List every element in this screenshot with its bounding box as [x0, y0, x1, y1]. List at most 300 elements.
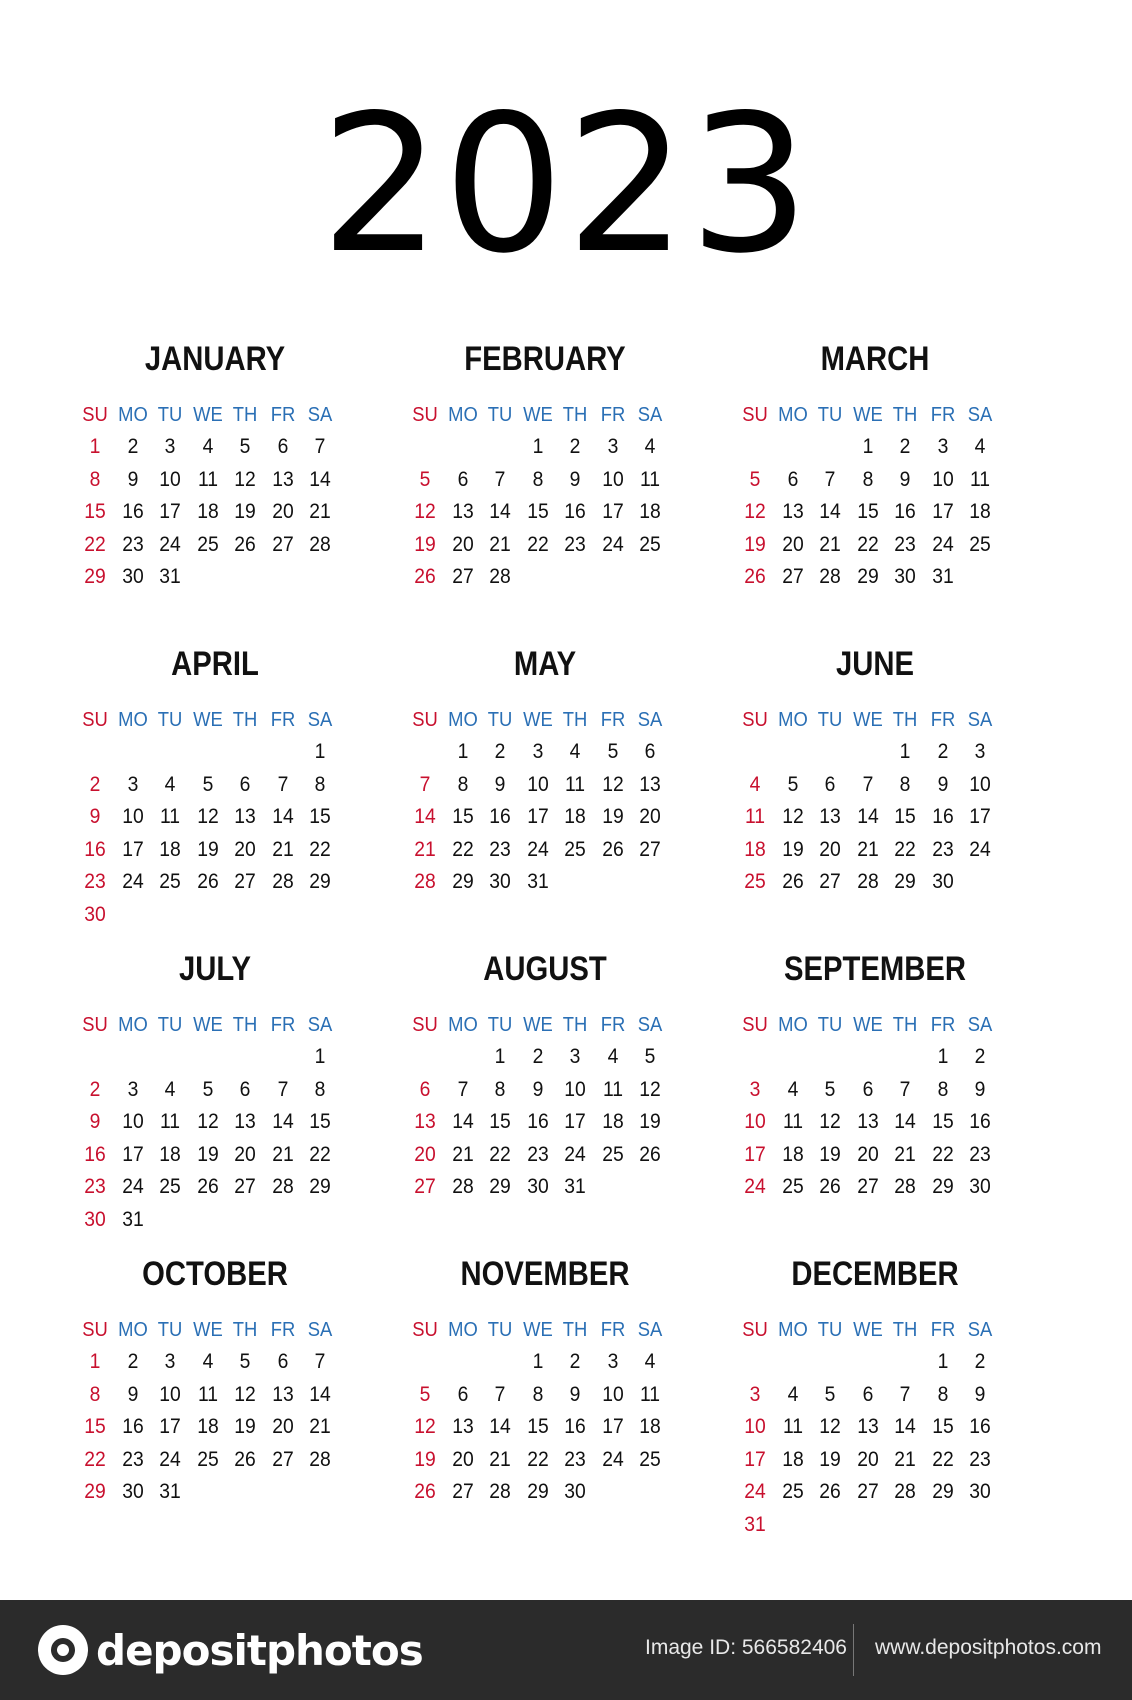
- date-cell: 4: [787, 1382, 798, 1406]
- date-cell: 4: [164, 1077, 176, 1101]
- weekday-header-tu: TU: [157, 404, 183, 426]
- weekday-header-th: TH: [232, 1319, 258, 1341]
- date-cell: 26: [819, 1175, 841, 1198]
- date-cell: 13: [639, 772, 661, 796]
- date-cell: 26: [744, 565, 766, 588]
- date-cell: 25: [601, 1142, 624, 1166]
- date-cell: 23: [564, 1447, 586, 1471]
- weekday-header-fr: FR: [270, 404, 295, 426]
- date-cell: 19: [234, 1415, 256, 1438]
- weekday-header-su: SU: [742, 404, 768, 426]
- date-cell: 26: [414, 1480, 436, 1503]
- date-cell: 23: [84, 870, 106, 893]
- date-cell: 14: [451, 1110, 474, 1133]
- date-cell: 22: [309, 837, 331, 861]
- date-cell: 5: [419, 467, 431, 491]
- date-cell: 7: [277, 1077, 288, 1101]
- date-cell: 27: [234, 870, 256, 893]
- date-cell: 8: [532, 1382, 543, 1406]
- date-cell: 18: [564, 805, 586, 828]
- date-cell: 17: [159, 500, 181, 523]
- date-cell: 28: [489, 1480, 511, 1503]
- date-cell: 29: [309, 870, 331, 893]
- month-name: AUGUST: [483, 950, 607, 988]
- date-cell: 1: [457, 740, 468, 763]
- date-cell: 25: [969, 532, 991, 556]
- weekday-header-we: WE: [192, 709, 223, 731]
- date-cell: 3: [937, 435, 948, 458]
- date-cell: 30: [969, 1175, 991, 1198]
- date-cell: 12: [414, 1415, 436, 1438]
- date-cell: 13: [819, 805, 841, 828]
- date-cell: 18: [601, 1110, 624, 1133]
- date-cell: 18: [744, 837, 766, 861]
- date-cell: 21: [271, 1142, 294, 1166]
- date-cell: 2: [569, 435, 581, 458]
- date-cell: 7: [899, 1077, 911, 1101]
- date-cell: 3: [607, 1350, 618, 1373]
- date-cell: 11: [159, 1110, 181, 1133]
- date-cell: 22: [489, 1142, 511, 1166]
- date-cell: 29: [931, 1175, 954, 1198]
- date-cell: 5: [202, 772, 213, 796]
- month-name: OCTOBER: [142, 1255, 288, 1293]
- weekday-header-tu: TU: [817, 1319, 843, 1341]
- date-cell: 22: [931, 1447, 954, 1471]
- weekday-header-su: SU: [742, 1014, 768, 1036]
- date-cell: 5: [824, 1382, 836, 1406]
- date-cell: 9: [494, 772, 506, 796]
- date-cell: 8: [89, 467, 101, 491]
- date-cell: 8: [532, 467, 543, 491]
- date-cell: 15: [526, 500, 549, 523]
- weekday-header-sa: SA: [307, 709, 333, 731]
- month-name: APRIL: [171, 645, 259, 683]
- weekday-header-tu: TU: [487, 404, 513, 426]
- date-cell: 9: [569, 1382, 581, 1406]
- date-cell: 2: [569, 1350, 581, 1373]
- date-cell: 21: [894, 1142, 916, 1166]
- date-cell: 21: [856, 837, 879, 861]
- date-cell: 11: [159, 805, 181, 828]
- date-cell: 12: [234, 1382, 256, 1406]
- date-cell: 13: [781, 500, 804, 523]
- date-cell: 2: [974, 1350, 986, 1373]
- date-cell: 5: [202, 1077, 213, 1101]
- weekday-header-tu: TU: [487, 1319, 513, 1341]
- date-cell: 20: [819, 837, 841, 861]
- year-title: 2023: [320, 74, 812, 295]
- weekday-header-sa: SA: [307, 1014, 333, 1036]
- date-cell: 10: [526, 772, 549, 796]
- weekday-header-we: WE: [852, 404, 883, 426]
- month-name: JULY: [178, 950, 252, 988]
- date-cell: 12: [196, 805, 219, 828]
- date-cell: 19: [819, 1447, 841, 1471]
- date-cell: 8: [314, 772, 326, 796]
- date-cell: 29: [856, 565, 879, 588]
- date-cell: 21: [309, 500, 331, 523]
- month-name: JANUARY: [144, 340, 286, 378]
- date-cell: 22: [451, 837, 474, 861]
- date-cell: 28: [271, 1175, 294, 1198]
- date-cell: 3: [532, 740, 543, 763]
- date-cell: 30: [931, 870, 954, 893]
- image-id: Image ID: 566582406: [645, 1636, 847, 1659]
- date-cell: 4: [974, 435, 986, 458]
- date-cell: 1: [89, 435, 101, 458]
- date-cell: 27: [781, 565, 804, 588]
- date-cell: 14: [271, 1110, 294, 1133]
- date-cell: 1: [937, 1045, 948, 1068]
- date-cell: 6: [824, 772, 836, 796]
- date-cell: 21: [309, 1415, 331, 1438]
- date-cell: 13: [271, 467, 294, 491]
- weekday-header-sa: SA: [637, 709, 663, 731]
- date-cell: 25: [564, 837, 586, 861]
- date-cell: 13: [451, 1415, 474, 1438]
- date-cell: 4: [202, 1350, 213, 1373]
- date-cell: 23: [84, 1175, 106, 1198]
- date-cell: 16: [564, 1415, 586, 1438]
- weekday-header-mo: MO: [117, 709, 148, 731]
- date-cell: 14: [271, 805, 294, 828]
- camera-aperture-icon: [38, 1625, 88, 1675]
- date-cell: 8: [314, 1077, 326, 1101]
- date-cell: 24: [121, 1175, 144, 1198]
- date-cell: 1: [532, 1350, 543, 1373]
- date-cell: 30: [121, 565, 144, 588]
- date-cell: 10: [121, 1110, 144, 1133]
- weekday-header-tu: TU: [487, 1014, 513, 1036]
- date-cell: 2: [127, 1350, 138, 1373]
- date-cell: 8: [899, 772, 911, 796]
- weekday-header-su: SU: [82, 404, 108, 426]
- date-cell: 17: [744, 1142, 766, 1166]
- date-cell: 11: [969, 467, 991, 491]
- date-cell: 31: [744, 1512, 766, 1536]
- date-cell: 15: [894, 805, 916, 828]
- weekday-header-sa: SA: [637, 404, 663, 426]
- date-cell: 10: [159, 1382, 181, 1406]
- date-cell: 22: [931, 1142, 954, 1166]
- date-cell: 30: [969, 1480, 991, 1503]
- date-cell: 28: [271, 870, 294, 893]
- month-name: NOVEMBER: [460, 1255, 630, 1293]
- date-cell: 30: [489, 870, 511, 893]
- date-cell: 12: [414, 500, 436, 523]
- date-cell: 15: [931, 1415, 954, 1438]
- date-cell: 16: [894, 500, 916, 523]
- date-cell: 20: [451, 532, 474, 556]
- date-cell: 26: [234, 532, 256, 556]
- date-cell: 18: [196, 1415, 219, 1438]
- date-cell: 15: [309, 1110, 331, 1133]
- date-cell: 5: [607, 740, 618, 763]
- date-cell: 26: [196, 870, 219, 893]
- date-cell: 10: [601, 1382, 624, 1406]
- date-cell: 3: [569, 1045, 581, 1068]
- date-cell: 19: [234, 500, 256, 523]
- date-cell: 6: [787, 467, 798, 491]
- date-cell: 23: [969, 1142, 991, 1166]
- date-cell: 16: [489, 805, 511, 828]
- date-cell: 7: [899, 1382, 911, 1406]
- site-url: www.depositphotos.com: [875, 1636, 1102, 1659]
- date-cell: 20: [781, 532, 804, 556]
- date-cell: 18: [159, 1142, 181, 1166]
- weekday-header-sa: SA: [637, 1014, 663, 1036]
- date-cell: 4: [644, 435, 656, 458]
- date-cell: 13: [271, 1382, 294, 1406]
- weekday-header-tu: TU: [817, 1014, 843, 1036]
- date-cell: 23: [489, 837, 511, 861]
- date-cell: 20: [234, 1142, 256, 1166]
- date-cell: 21: [489, 1447, 511, 1471]
- date-cell: 9: [569, 467, 581, 491]
- date-cell: 29: [84, 1480, 106, 1503]
- month-name: DECEMBER: [791, 1255, 959, 1293]
- date-cell: 8: [862, 467, 873, 491]
- date-cell: 28: [894, 1480, 916, 1503]
- date-cell: 18: [781, 1447, 804, 1471]
- month-name: FEBRUARY: [464, 340, 626, 378]
- date-cell: 14: [489, 1415, 511, 1438]
- weekday-header-we: WE: [522, 709, 553, 731]
- date-cell: 11: [782, 1415, 803, 1438]
- weekday-header-mo: MO: [777, 1014, 808, 1036]
- date-cell: 21: [489, 532, 511, 556]
- date-cell: 28: [819, 565, 841, 588]
- date-cell: 24: [159, 1447, 181, 1471]
- date-cell: 22: [526, 1447, 549, 1471]
- date-cell: 29: [451, 870, 474, 893]
- month-name: JUNE: [835, 645, 914, 683]
- date-cell: 31: [931, 565, 954, 588]
- weekday-header-fr: FR: [930, 709, 955, 731]
- date-cell: 14: [309, 467, 331, 491]
- date-cell: 22: [894, 837, 916, 861]
- date-cell: 12: [196, 1110, 219, 1133]
- date-cell: 2: [89, 772, 101, 796]
- date-cell: 19: [601, 805, 624, 828]
- date-cell: 20: [856, 1142, 879, 1166]
- weekday-header-fr: FR: [600, 1319, 625, 1341]
- date-cell: 23: [931, 837, 954, 861]
- date-cell: 21: [414, 837, 436, 861]
- weekday-header-we: WE: [192, 1014, 223, 1036]
- weekday-header-sa: SA: [967, 1014, 993, 1036]
- date-cell: 26: [414, 565, 436, 588]
- date-cell: 17: [601, 1415, 624, 1438]
- weekday-header-th: TH: [232, 404, 258, 426]
- date-cell: 4: [569, 740, 581, 763]
- date-cell: 18: [196, 500, 219, 523]
- date-cell: 17: [526, 805, 549, 828]
- date-cell: 7: [824, 467, 836, 491]
- date-cell: 15: [856, 500, 879, 523]
- weekday-header-th: TH: [232, 1014, 258, 1036]
- date-cell: 7: [494, 1382, 506, 1406]
- weekday-header-we: WE: [852, 709, 883, 731]
- date-cell: 31: [159, 1480, 181, 1503]
- date-cell: 30: [84, 1207, 106, 1231]
- date-cell: 19: [639, 1110, 661, 1133]
- date-cell: 8: [89, 1382, 101, 1406]
- date-cell: 12: [819, 1110, 841, 1133]
- date-cell: 18: [639, 500, 661, 523]
- date-cell: 4: [749, 772, 761, 796]
- weekday-header-su: SU: [742, 709, 768, 731]
- weekday-header-mo: MO: [447, 404, 478, 426]
- date-cell: 3: [127, 772, 138, 796]
- date-cell: 27: [271, 1447, 294, 1471]
- depositphotos-logo: [38, 1622, 423, 1678]
- date-cell: 23: [121, 532, 144, 556]
- weekday-header-fr: FR: [930, 404, 955, 426]
- date-cell: 27: [271, 532, 294, 556]
- date-cell: 8: [457, 772, 468, 796]
- date-cell: 14: [894, 1110, 916, 1133]
- date-cell: 7: [314, 435, 326, 458]
- date-cell: 6: [419, 1077, 431, 1101]
- weekday-header-tu: TU: [817, 709, 843, 731]
- date-cell: 29: [84, 565, 106, 588]
- date-cell: 25: [744, 870, 766, 893]
- date-cell: 27: [639, 837, 661, 861]
- date-cell: 11: [564, 772, 586, 796]
- weekday-header-fr: FR: [600, 404, 625, 426]
- date-cell: 3: [749, 1382, 761, 1406]
- weekday-header-th: TH: [562, 404, 588, 426]
- weekday-header-sa: SA: [637, 1319, 663, 1341]
- weekday-header-su: SU: [82, 709, 108, 731]
- date-cell: 10: [121, 805, 144, 828]
- weekday-header-we: WE: [522, 1319, 553, 1341]
- date-cell: 2: [974, 1045, 986, 1068]
- date-cell: 20: [451, 1447, 474, 1471]
- date-cell: 25: [639, 1447, 661, 1471]
- weekday-header-fr: FR: [270, 709, 295, 731]
- date-cell: 1: [314, 740, 326, 763]
- weekday-header-we: WE: [852, 1319, 883, 1341]
- weekday-header-we: WE: [192, 404, 223, 426]
- date-cell: 1: [532, 435, 543, 458]
- date-cell: 18: [781, 1142, 804, 1166]
- date-cell: 8: [494, 1077, 506, 1101]
- date-cell: 4: [644, 1350, 656, 1373]
- date-cell: 17: [121, 837, 144, 861]
- weekday-header-su: SU: [82, 1014, 108, 1036]
- weekday-header-mo: MO: [447, 709, 478, 731]
- weekday-header-mo: MO: [447, 1014, 478, 1036]
- date-cell: 4: [607, 1045, 618, 1068]
- date-cell: 31: [564, 1175, 586, 1198]
- weekday-header-th: TH: [892, 709, 918, 731]
- date-cell: 29: [489, 1175, 511, 1198]
- date-cell: 19: [414, 1447, 436, 1471]
- date-cell: 10: [744, 1110, 766, 1133]
- date-cell: 11: [197, 1382, 218, 1406]
- date-cell: 7: [314, 1350, 326, 1373]
- date-cell: 3: [164, 435, 176, 458]
- date-cell: 8: [937, 1382, 948, 1406]
- date-cell: 9: [974, 1077, 986, 1101]
- date-cell: 17: [744, 1447, 766, 1471]
- footer-divider: [853, 1624, 854, 1676]
- date-cell: 29: [894, 870, 916, 893]
- date-cell: 4: [202, 435, 213, 458]
- date-cell: 16: [526, 1110, 549, 1133]
- date-cell: 17: [121, 1142, 144, 1166]
- date-cell: 28: [451, 1175, 474, 1198]
- weekday-header-sa: SA: [967, 404, 993, 426]
- date-cell: 30: [894, 565, 916, 588]
- date-cell: 18: [969, 500, 991, 523]
- date-cell: 17: [601, 500, 624, 523]
- weekday-header-th: TH: [892, 1014, 918, 1036]
- date-cell: 23: [526, 1142, 549, 1166]
- date-cell: 17: [564, 1110, 586, 1133]
- weekday-header-th: TH: [562, 1014, 588, 1036]
- date-cell: 15: [931, 1110, 954, 1133]
- date-cell: 16: [84, 837, 106, 861]
- date-cell: 11: [197, 467, 218, 491]
- date-cell: 6: [277, 1350, 288, 1373]
- date-cell: 22: [856, 532, 879, 556]
- date-cell: 1: [314, 1045, 326, 1068]
- date-cell: 25: [159, 1175, 181, 1198]
- date-cell: 6: [644, 740, 656, 763]
- date-cell: 22: [84, 1447, 106, 1471]
- date-cell: 29: [931, 1480, 954, 1503]
- date-cell: 31: [159, 565, 181, 588]
- date-cell: 1: [89, 1350, 101, 1373]
- date-cell: 23: [121, 1447, 144, 1471]
- date-cell: 5: [239, 1350, 251, 1373]
- date-cell: 14: [894, 1415, 916, 1438]
- date-cell: 14: [309, 1382, 331, 1406]
- date-cell: 17: [159, 1415, 181, 1438]
- weekday-header-su: SU: [82, 1319, 108, 1341]
- date-cell: 7: [419, 772, 431, 796]
- weekday-header-fr: FR: [600, 1014, 625, 1036]
- date-cell: 20: [271, 500, 294, 523]
- weekday-header-tu: TU: [157, 709, 183, 731]
- date-cell: 10: [159, 467, 181, 491]
- date-cell: 26: [639, 1142, 661, 1166]
- date-cell: 3: [164, 1350, 176, 1373]
- month-name: MAY: [513, 645, 577, 683]
- date-cell: 26: [781, 870, 804, 893]
- date-cell: 5: [787, 772, 798, 796]
- date-cell: 23: [894, 532, 916, 556]
- date-cell: 19: [781, 837, 804, 861]
- date-cell: 26: [819, 1480, 841, 1503]
- date-cell: 20: [234, 837, 256, 861]
- date-cell: 25: [639, 532, 661, 556]
- weekday-header-th: TH: [562, 1319, 588, 1341]
- date-cell: 7: [277, 772, 288, 796]
- date-cell: 28: [894, 1175, 916, 1198]
- date-cell: 5: [419, 1382, 431, 1406]
- date-cell: 11: [782, 1110, 803, 1133]
- date-cell: 16: [121, 500, 144, 523]
- weekday-header-mo: MO: [777, 404, 808, 426]
- date-cell: 20: [414, 1142, 436, 1166]
- month-name: MARCH: [820, 340, 930, 378]
- date-cell: 9: [89, 805, 101, 828]
